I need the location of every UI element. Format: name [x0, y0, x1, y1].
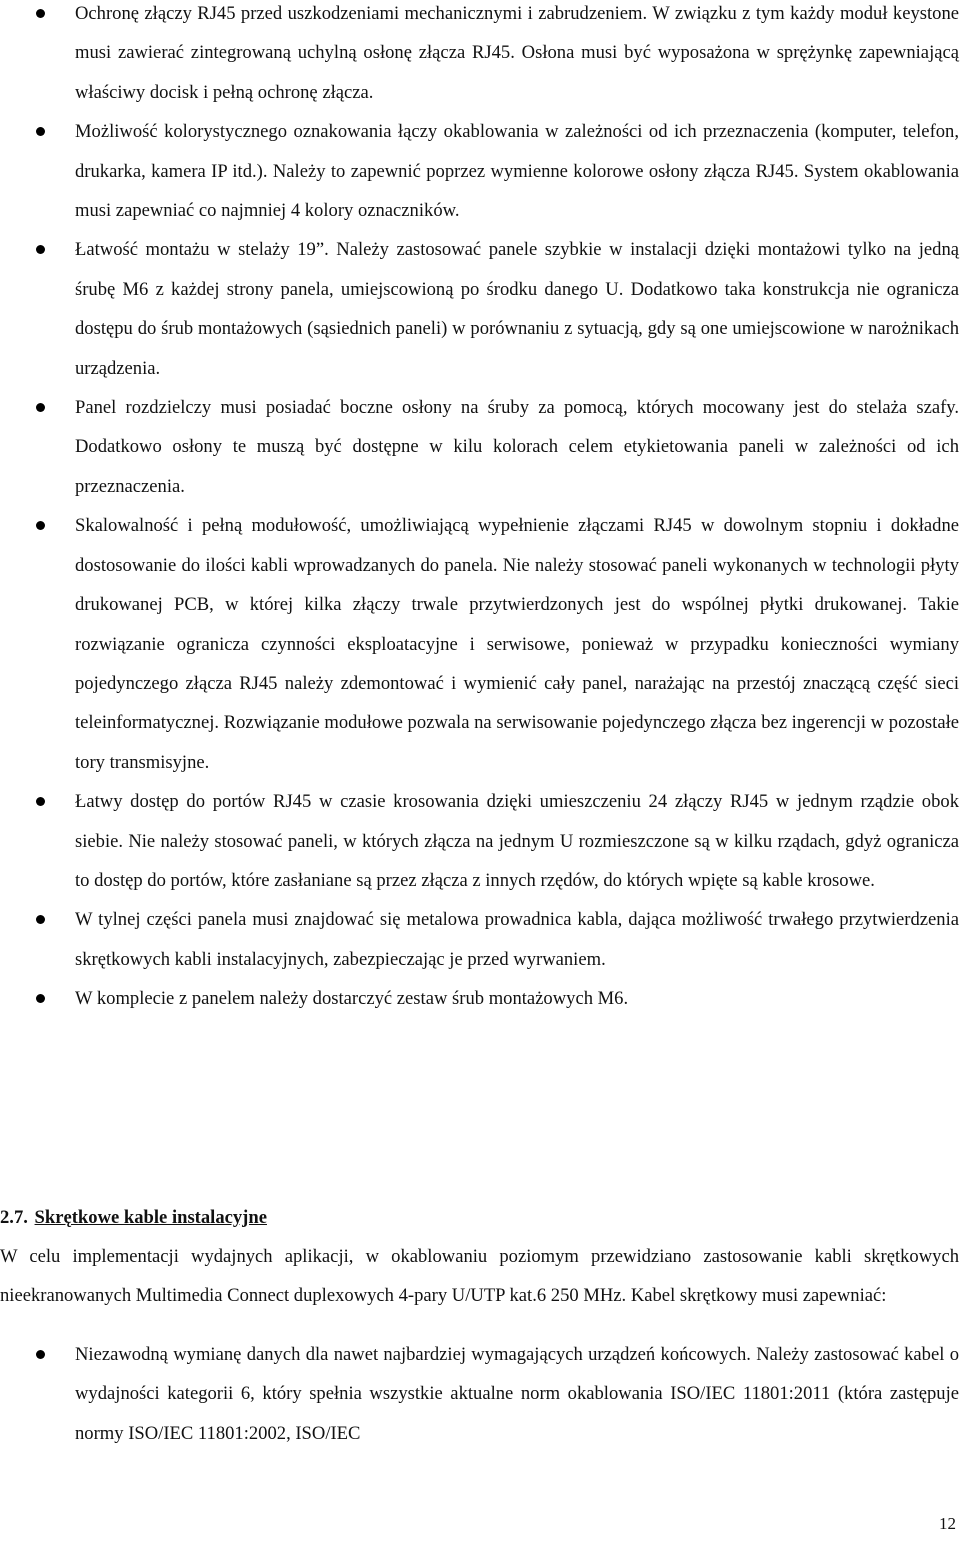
list-item-text: Skalowalność i pełną modułowość, umożliwiającą wypełnienie złączami RJ45 w dowolnym stopniu i dokładne dostosowanie do ilości kabli wprowadzanych do panela. Nie należy stosować paneli wykonanych w technologii płyty drukowanej PCB, w której kilka złączy trwale przytwierdzonych jest do wspólnej płytki drukowanej. Takie rozwiązanie ogranicza czynności eksploatacyjne i serwisowe, ponieważ w przypadku konieczności wymiany pojedynczego złącza RJ45 należy zdemontować i wymienić cały panel, narażając na przestój znaczącą część sieci teleinformatycznej. Rozwiązanie modułowe pozwala na serwisowanie pojedynczego złącza bez ingerencji w pozostałe tory transmisyjne. — [75, 515, 959, 773]
list-item — [0, 506, 960, 782]
list-item — [0, 0, 960, 112]
bullet-icon — [36, 521, 45, 530]
bullet-icon — [36, 127, 45, 136]
list-item-text: Panel rozdzielczy musi posiadać boczne osłony na śruby za pomocą, których mocowany jest do stelaża szafy. Dodatkowo osłony te muszą być dostępne w kilu kolorach celem etykietowania paneli w zależności od ich przeznaczenia. — [75, 397, 959, 497]
list-item-text: W komplecie z panelem należy dostarczyć zestaw śrub montażowych M6. — [75, 988, 629, 1010]
list-item — [0, 979, 960, 1018]
list-item — [0, 112, 960, 230]
list-item-text: Łatwy dostęp do portów RJ45 w czasie krosowania dzięki umieszczeniu 24 złączy RJ45 w jednym rządzie obok siebie. Nie należy stosować paneli, w których złącza na jednym U rozmieszczone są w kilku rządach, gdyż ogranicza to dostęp do portów, które zasłaniane są przez złącza z innych rzędów, do których wpięte są kable krosowe. — [75, 791, 959, 891]
list-item — [0, 230, 960, 388]
section-intro-paragraph: W celu implementacji wydajnych aplikacji, w okablowaniu poziomym przewidziano zastosowanie kabli skrętkowych nieekranowanych Multimedia Connect duplexowych 4-pary U/UTP kat.6 250 MHz. Kabel skrętkowy musi zapewniać: — [0, 1246, 959, 1307]
list-item-text: Możliwość kolorystycznego oznakowania łączy okablowania w zależności od ich przeznaczenia (komputer, telefon, drukarka, kamera IP itd.). Należy to zapewnić poprzez wymienne kolorowe osłony złącza RJ45. System okablowania musi zapewniać co najmniej 4 kolory oznaczników. — [75, 121, 959, 222]
bullet-icon — [36, 245, 45, 254]
cable-requirements-list — [0, 1335, 960, 1453]
page-number: 12 — [939, 1514, 956, 1533]
bullet-icon — [36, 915, 45, 924]
section-number: 2.7. — [0, 1207, 28, 1228]
bullet-icon — [36, 9, 45, 18]
bullet-icon — [36, 994, 45, 1003]
bullet-icon — [36, 403, 45, 412]
bullet-icon — [36, 797, 45, 806]
bullet-icon — [36, 1350, 45, 1359]
section-heading — [0, 1203, 267, 1233]
list-item — [0, 1335, 960, 1453]
section-title: Skrętkowe kable instalacyjne — [34, 1207, 267, 1228]
list-item-text: Ochronę złączy RJ45 przed uszkodzeniami mechanicznymi i zabrudzeniem. W związku z tym każdy moduł keystone musi zawierać zintegrowaną uchylną osłonę złącza RJ45. Osłona musi być wyposażona w sprężynkę zapewniającą właściwy docisk i pełną ochronę złącza. — [75, 3, 959, 103]
list-item — [0, 900, 960, 979]
list-item-text: Łatwość montażu w stelaży 19”. Należy zastosować panele szybkie w instalacji dzięki montażowi tylko na jedną śrubę M6 z każdej strony panela, umiejscowioną po środku danego U. Dodatkowo taka konstrukcja nie ogranicza dostępu do śrub montażowych (sąsiednich paneli) w porównaniu z sytuacją, gdy są one umiejscowione w narożnikach urządzenia. — [75, 239, 959, 379]
list-item — [0, 388, 960, 506]
list-item — [0, 782, 960, 900]
list-item-text: W tylnej części panela musi znajdować się metalowa prowadnica kabla, dająca możliwość trwałego przytwierdzenia skrętkowych kabli instalacyjnych, zabezpieczając je przed wyrwaniem. — [75, 909, 959, 970]
list-item-text: Niezawodną wymianę danych dla nawet najbardziej wymagających urządzeń końcowych. Należy zastosować kabel o wydajności kategorii 6, który spełnia wszystkie aktualne norm okablowania ISO/IEC 11801:2011 (która zastępuje normy ISO/IEC 11801:2002, ISO/IEC — [75, 1344, 959, 1444]
